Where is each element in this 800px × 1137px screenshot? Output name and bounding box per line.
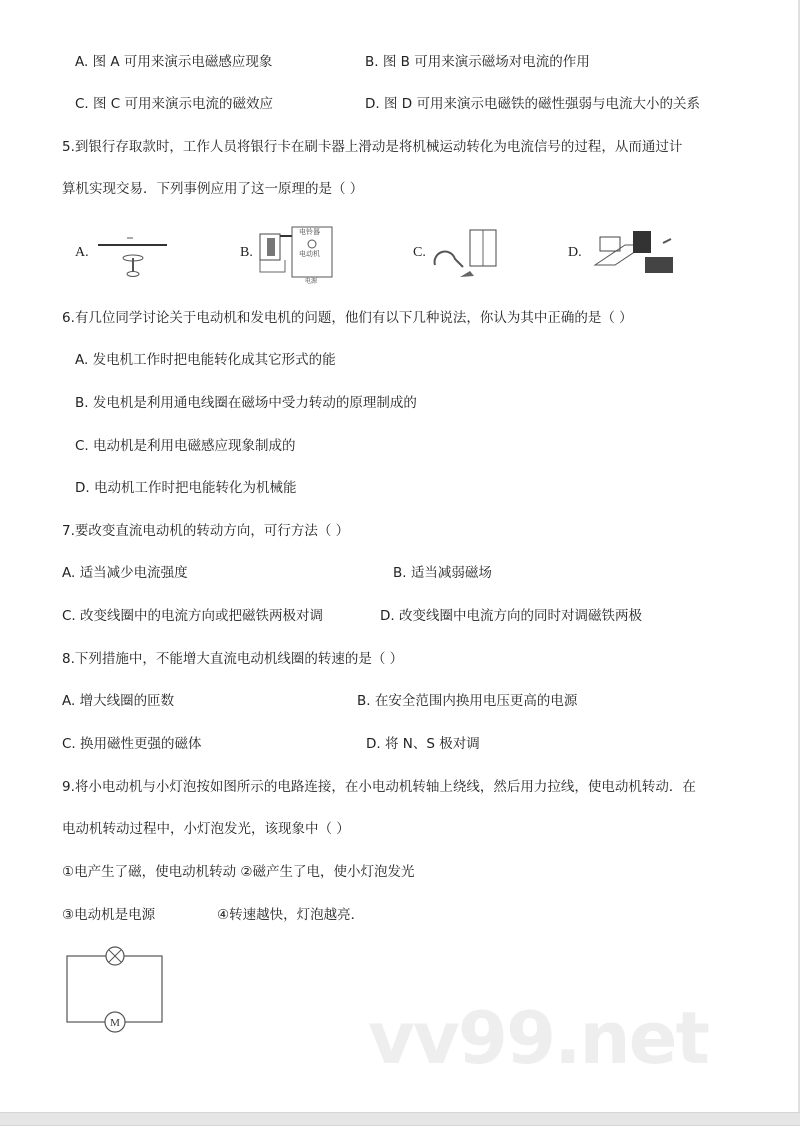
- q9-item-3: ③电动机是电源: [62, 907, 156, 923]
- q4-option-c: C. 图 C 可用来演示电流的磁效应: [75, 96, 274, 112]
- q5-figure-a-compass: [95, 228, 170, 278]
- q6-option-c: C. 电动机是利用电磁感应现象制成的: [75, 438, 296, 454]
- q5-option-b-label: B.: [240, 245, 253, 260]
- watermark: vv99.net: [368, 996, 708, 1080]
- q5-figure-c-galvanometer: [430, 225, 505, 285]
- q5-stem-line2: 算机实现交易．下列事例应用了这一原理的是（ ）: [62, 181, 364, 197]
- q8-option-c: C. 换用磁性更强的磁体: [62, 736, 202, 752]
- svg-text:M: M: [110, 1017, 120, 1029]
- q7-option-c: C. 改变线圈中的电流方向或把磁铁两极对调: [62, 608, 324, 624]
- q6-stem: 6.有几位同学讨论关于电动机和发电机的问题，他们有以下几种说法，你认为其中正确的是（ ）: [62, 310, 633, 326]
- q6-option-d: D. 电动机工作时把电能转化为机械能: [75, 480, 297, 496]
- svg-text:电源: 电源: [305, 278, 318, 284]
- q5-figure-b-circuit: [255, 222, 335, 284]
- q5-option-c-label: C.: [413, 245, 426, 260]
- q8-option-b: B. 在安全范围内换用电压更高的电源: [357, 693, 578, 709]
- q8-option-d: D. 将 N、S 极对调: [366, 736, 480, 752]
- q7-option-b: B. 适当减弱磁场: [393, 565, 492, 581]
- q4-option-a: A. 图 A 可用来演示电磁感应现象: [75, 54, 273, 70]
- q6-option-a: A. 发电机工作时把电能转化成其它形式的能: [75, 352, 336, 368]
- svg-text:电铃器: 电铃器: [299, 228, 320, 236]
- q5-option-d-label: D.: [568, 245, 582, 260]
- q7-stem: 7.要改变直流电动机的转动方向，可行方法（ ）: [62, 523, 350, 539]
- q9-item-4: ④转速越快，灯泡越亮．: [217, 907, 365, 923]
- svg-text:电动机: 电动机: [299, 250, 320, 258]
- q7-option-d: D. 改变线圈中电流方向的同时对调磁铁两极: [380, 608, 642, 624]
- q9-stem-line1: 9.将小电动机与小灯泡按如图所示的电路连接，在小电动机转轴上绕线，然后用力拉线，使电动机转动．在: [62, 779, 696, 795]
- q9-circuit-diagram: [60, 940, 170, 1040]
- q5-stem-line1: 5.到银行存取款时，工作人员将银行卡在刷卡器上滑动是将机械运动转化为电流信号的过程，从而通过计: [62, 139, 683, 155]
- q6-option-b: B. 发电机是利用通电线圈在磁场中受力转动的原理制成的: [75, 395, 417, 411]
- q7-option-a: A. 适当减少电流强度: [62, 565, 188, 581]
- q8-stem: 8.下列措施中，不能增大直流电动机线圈的转速的是（ ）: [62, 651, 404, 667]
- q5-option-a-label: A.: [75, 245, 89, 260]
- q9-stem-line2: 电动机转动过程中，小灯泡发光，该现象中（ ）: [62, 821, 350, 837]
- q4-option-d: D. 图 D 可用来演示电磁铁的磁性强弱与电流大小的关系: [365, 96, 700, 112]
- page-separator: [0, 1112, 800, 1126]
- q8-option-a: A. 增大线圈的匝数: [62, 693, 175, 709]
- q5-figure-d-apparatus: [585, 225, 685, 285]
- q9-items-line1: ①电产生了磁，使电动机转动 ②磁产生了电，使小灯泡发光: [62, 864, 415, 880]
- q4-option-b: B. 图 B 可用来演示磁场对电流的作用: [365, 54, 590, 70]
